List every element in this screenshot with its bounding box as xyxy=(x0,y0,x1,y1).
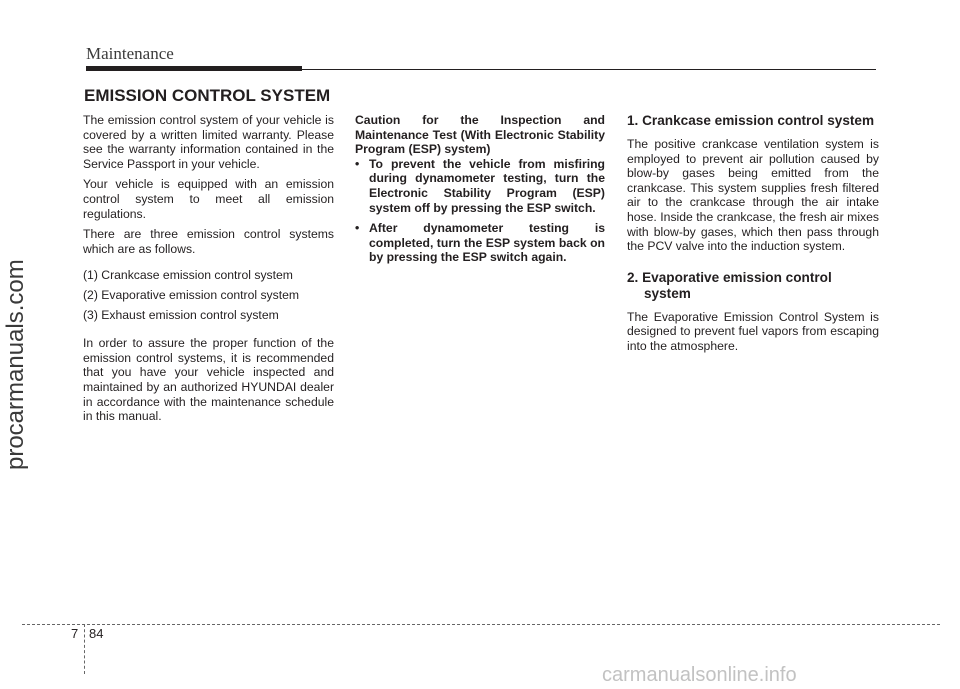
side-watermark: procarmanuals.com xyxy=(2,259,29,470)
list-item: (2) Evaporative emission control system xyxy=(83,287,300,302)
paragraph-equipped: Your vehicle is equipped with an emission control system to meet all emission regulations. xyxy=(83,177,334,221)
header-rule-thin xyxy=(302,69,876,70)
column-right xyxy=(627,113,879,360)
caution-item xyxy=(355,221,605,265)
chapter-number: 7 xyxy=(71,626,79,641)
footer-divider-vertical xyxy=(84,624,85,674)
section-title: Maintenance xyxy=(86,44,174,63)
bottom-watermark: carmanualsonline.info xyxy=(602,664,797,686)
paragraph-evaporative: The Evaporative Emission Control System is designed to prevent fuel vapors from escaping into the atmosphere. xyxy=(627,309,879,353)
heading-evaporative: 2. Evaporative emission control system xyxy=(627,269,832,301)
bullet-icon: • xyxy=(355,221,360,236)
header-rule-thick xyxy=(86,66,302,71)
paragraph-crankcase: The positive crankcase ventilation system is employed to prevent air pollution caused by blow-by gases being emitted from the crankcase. This system supplies fresh filtered air to the crankcase through the air intake hose. Inside the crankcase, the fresh air mixes with blow-by gases, which then pass through the PCV valve into the induction system. xyxy=(627,137,879,254)
column-middle xyxy=(355,113,605,271)
caution-list xyxy=(355,157,605,265)
list-item: (3) Exhaust emission control system xyxy=(83,307,279,322)
column-left xyxy=(83,113,334,430)
list-item: (1) Crankcase emission control system xyxy=(83,268,293,283)
page-number: 84 xyxy=(89,626,104,641)
caution-item-text: After dynamometer testing is completed, turn the ESP system back on by pressing the ESP switch again. xyxy=(369,221,605,265)
systems-list xyxy=(83,268,334,322)
caution-item-text: To prevent the vehicle from misfiring during dynamometer testing, turn the Electronic Stability Program (ESP) system off by pressing the ESP switch. xyxy=(369,156,605,215)
footer-divider xyxy=(22,624,940,625)
page-title: EMISSION CONTROL SYSTEM xyxy=(84,86,331,105)
caution-item xyxy=(355,157,605,215)
bullet-icon: • xyxy=(355,156,360,171)
caution-title: Caution for the Inspection and Maintenance Test (With Electronic Stability Program (ESP) system) xyxy=(355,113,605,157)
heading-crankcase: 1. Crankcase emission control system xyxy=(627,113,875,128)
paragraph-three-systems: There are three emission control systems which are as follows. xyxy=(83,227,334,256)
paragraph-warranty: The emission control system of your vehicle is covered by a written limited warranty. Please see the warranty information contained in the Service Passport in your vehicle. xyxy=(83,113,334,171)
paragraph-recommendation: In order to assure the proper function of the emission control systems, it is recommended that you have your vehicle inspected and maintained by an authorized HYUNDAI dealer in accordance with the maintenance schedule in this manual. xyxy=(83,336,334,424)
